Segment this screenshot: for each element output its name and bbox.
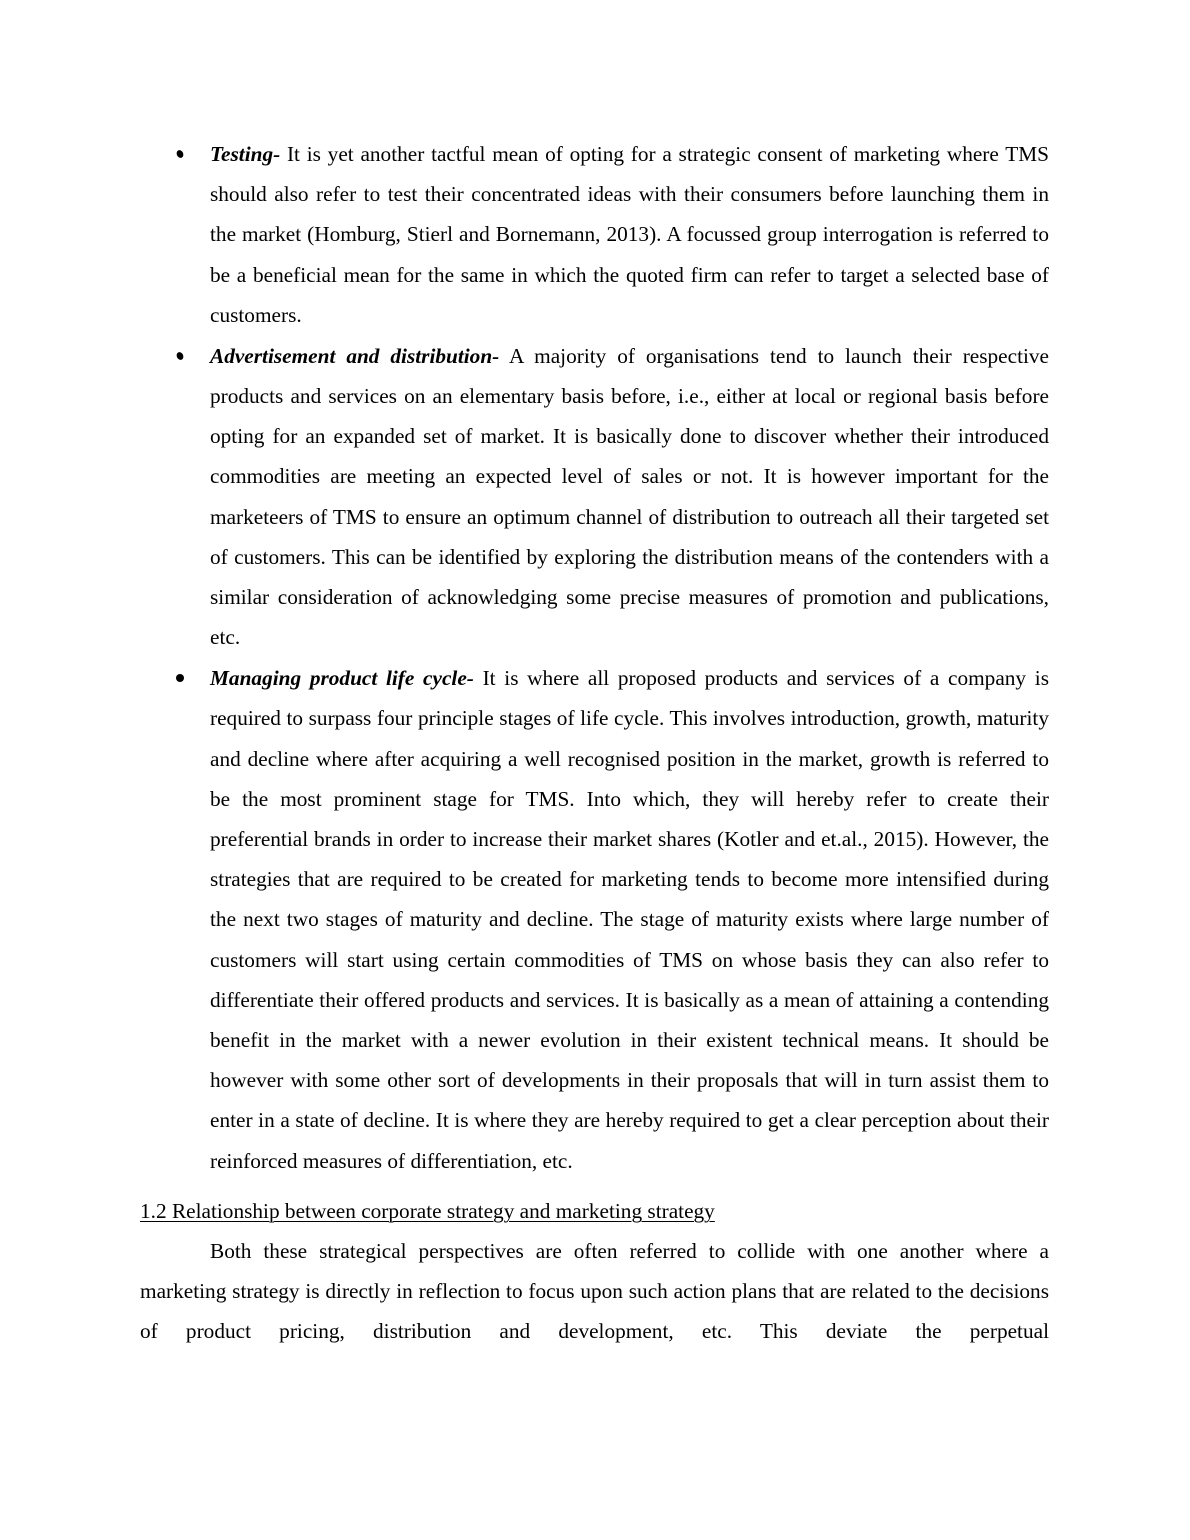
bullet-term: Testing- <box>210 142 281 166</box>
bullet-icon <box>175 351 184 361</box>
section-paragraph: Both these strategical perspectives are often referred to collide with one another where a marketing strategy is directly in reflection to focus upon such action plans that are related to the decisions of product pricing, distribution and development, etc. This deviate the perpetual <box>140 1239 1049 1344</box>
list-item-life-cycle <box>140 658 1049 1181</box>
bullet-text: It is yet another tactful mean of opting for a strategic consent of marketing where TMS should also refer to test their concentrated ideas with their consumers before launching them in the market (Homburg, Stierl and Bornemann, 2013). A focussed group interrogation is referred to be a beneficial mean for the same in which the quoted firm can refer to target a selected base of customers. <box>210 142 1049 327</box>
bullet-list <box>140 134 1049 1181</box>
list-item-advertisement <box>140 336 1049 658</box>
bullet-icon <box>176 674 184 682</box>
bullet-icon <box>175 149 184 159</box>
list-item-testing <box>140 134 1049 335</box>
bullet-text: It is where all proposed products and services of a company is required to surpass four principle stages of life cycle. This involves introduction, growth, maturity and decline where after acquiring a well recognised position in the market, growth is referred to be the most prominent stage for TMS. Into which, they will hereby refer to create their preferential brands in order to increase their market shares (Kotler and et.al., 2015). However, the strategies that are required to be created for marketing tends to become more intensified during the next two stages of maturity and decline. The stage of maturity exists where large number of customers will start using certain commodities of TMS on whose basis they can also refer to differentiate their offered products and services. It is basically as a mean of attaining a contending benefit in the market with a newer evolution in their existent technical means. It should be however with some other sort of developments in their proposals that will in turn assist them to enter in a state of decline. It is where they are hereby required to get a clear perception about their reinforced measures of differentiation, etc. <box>210 666 1049 1173</box>
page-body <box>140 134 1049 1352</box>
section-heading: 1.2 Relationship between corporate strategy and marketing strategy <box>140 1198 715 1223</box>
bullet-term: Managing product life cycle- <box>210 666 474 691</box>
bullet-text: A majority of organisations tend to launch their respective products and services on an elementary basis before, i.e., either at local or regional basis before opting for an expanded set of market. It is basically done to discover whether their introduced commodities are meeting an expected level of sales or not. It is however important for the marketeers of TMS to ensure an optimum channel of distribution to outreach all their targeted set of customers. This can be identified by exploring the distribution means of the contenders with a similar consideration of acknowledging some precise measures of promotion and publications, etc. <box>210 343 1050 650</box>
bullet-term: Advertisement and distribution- <box>210 343 500 368</box>
